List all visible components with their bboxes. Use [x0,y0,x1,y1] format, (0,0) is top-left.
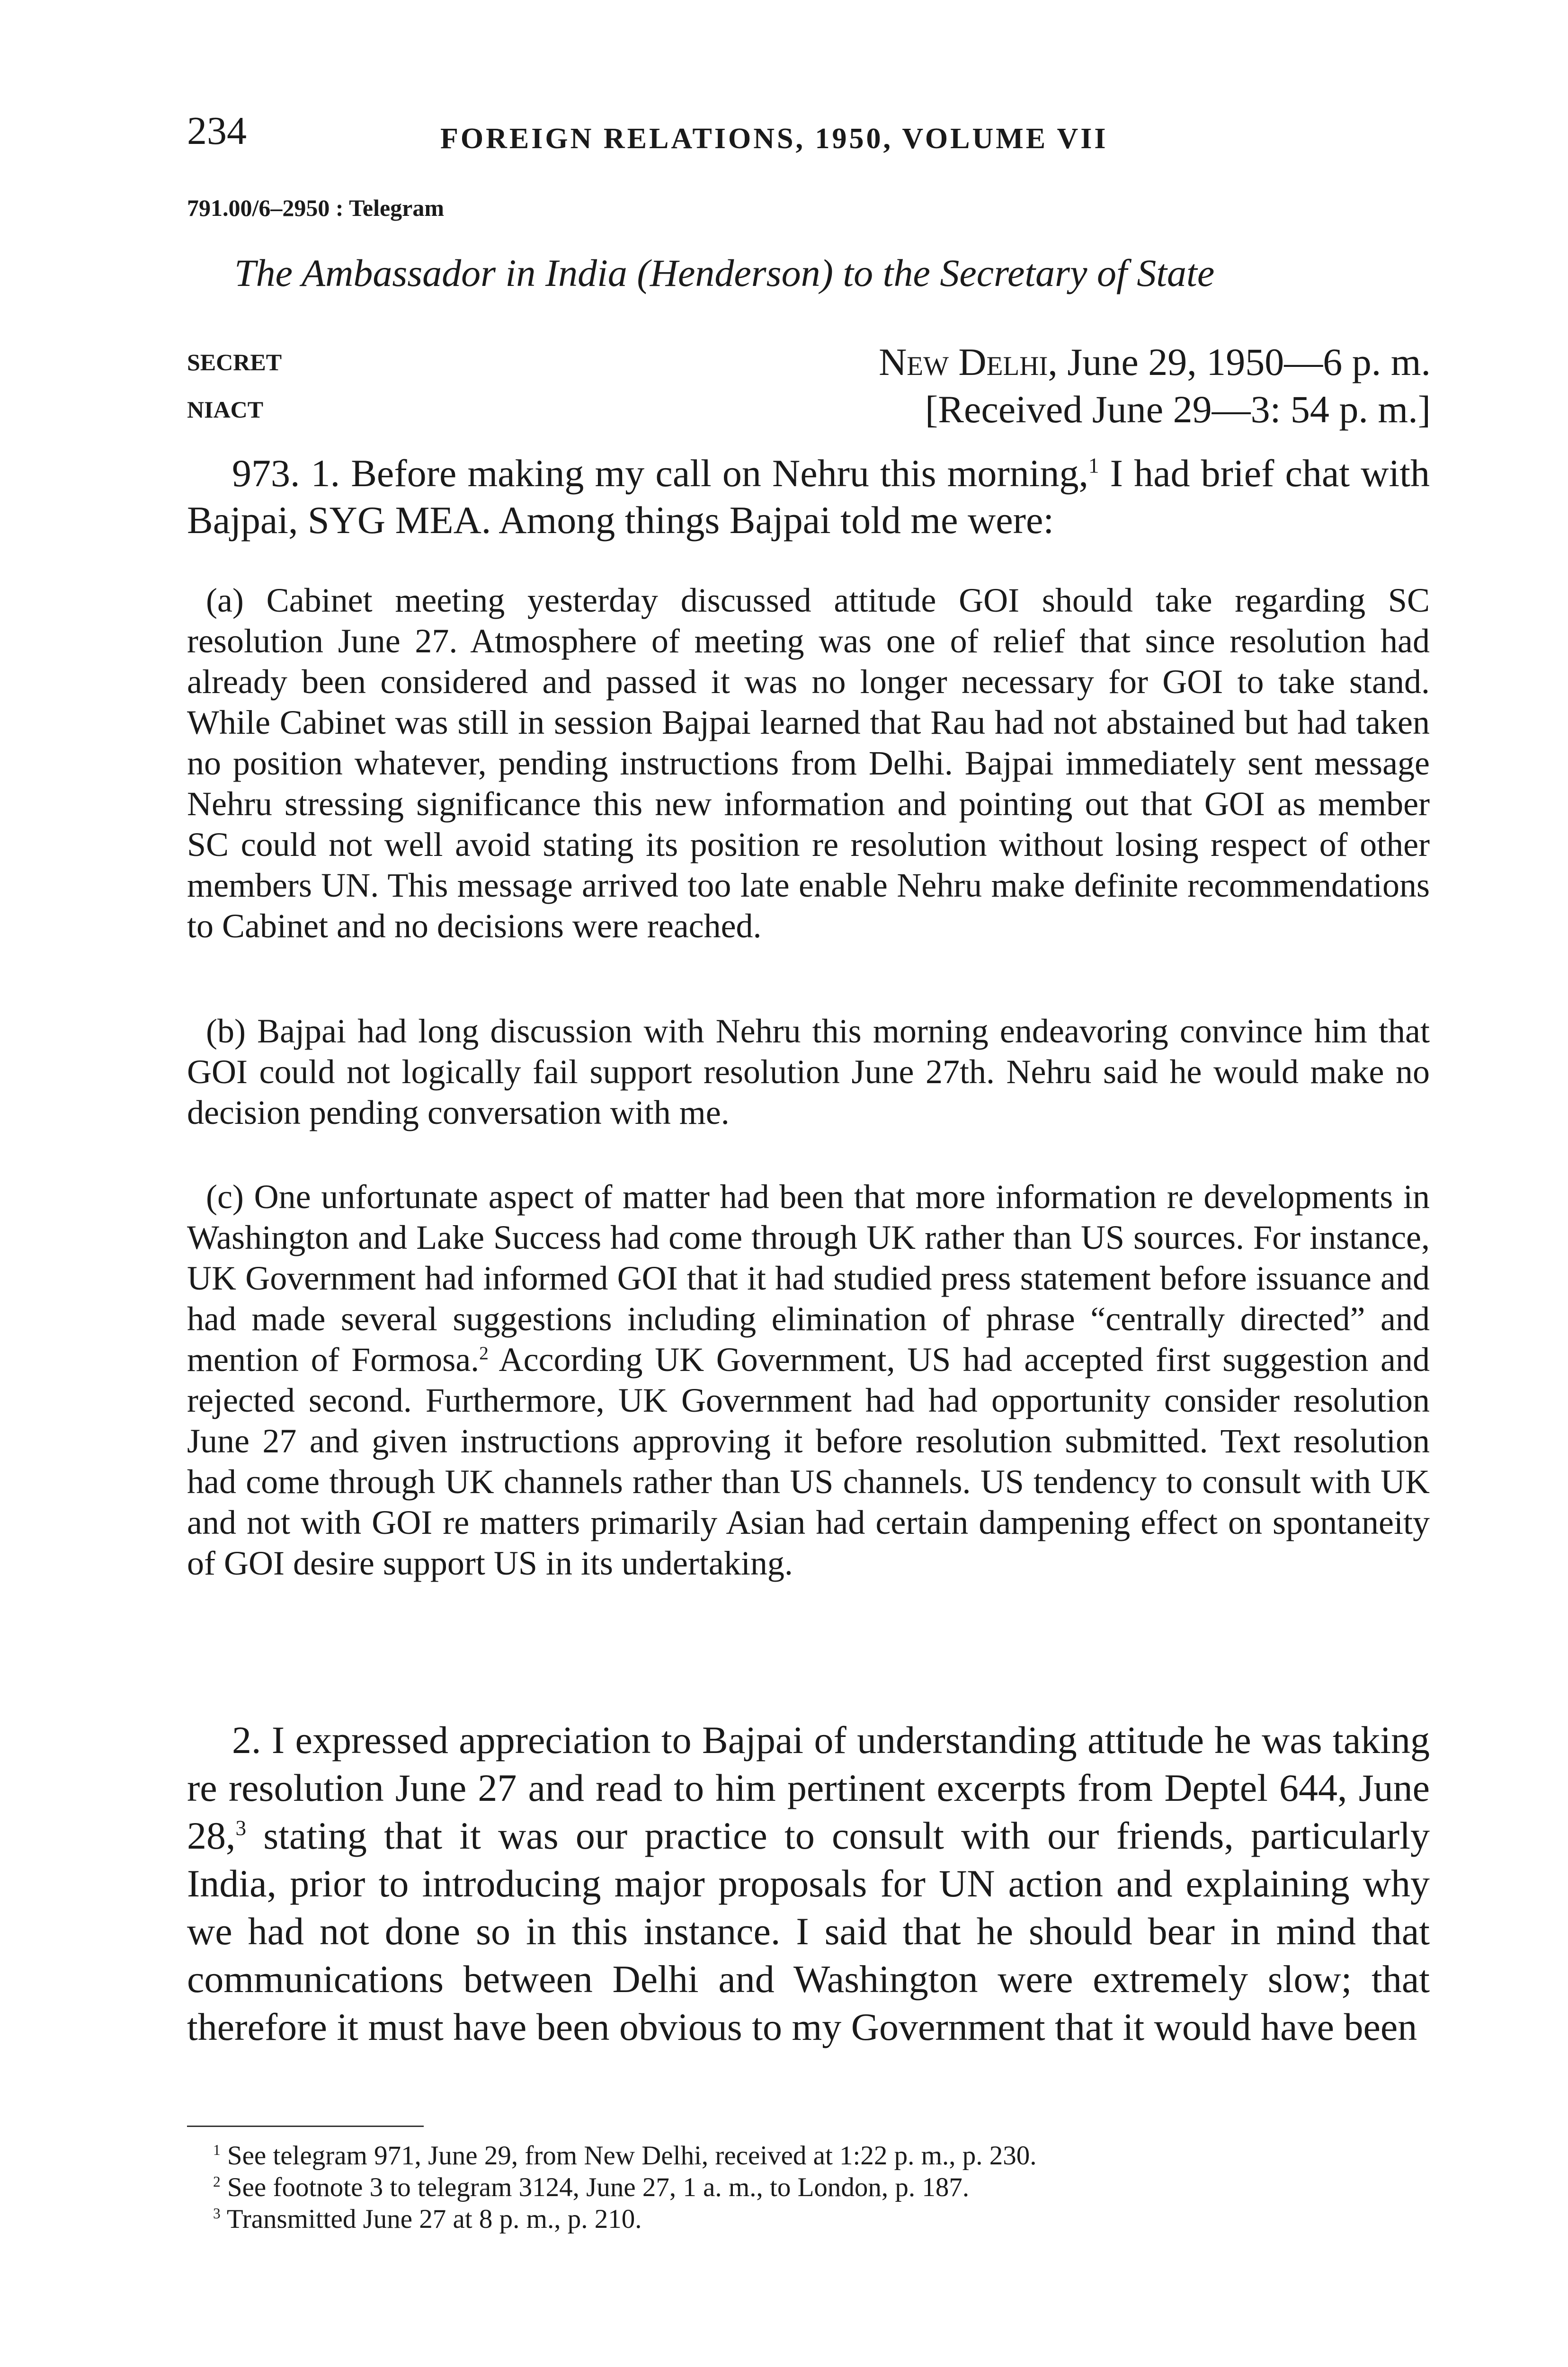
classification: SECRET [187,349,282,375]
footnote-ref-3: 3 [235,1816,247,1840]
footnote-mark: 3 [213,2205,221,2222]
footnote-1 [187,2140,1036,2171]
footnote-text: See telegram 971, June 29, from New Delhi, received at 1:22 p. m., p. 230. [220,2141,1037,2171]
paragraph-2-text-b: stating that it was our practice to consult with our friends, particularly India, prior to introducing major proposals for UN action and explaining why we had not done so in this instance. I said that he should bear in mind that communications between Delhi and Washington were extremely slow; that therefore it must have been obvious to my Government that it would have been [187,1814,1430,2048]
dateline-block [879,338,1431,433]
footnote-text: See footnote 3 to telegram 3124, June 27, 1 a. m., to London, p. 187. [220,2172,970,2202]
subparagraph-b: (b) Bajpai had long discussion with Nehru this morning endeavoring convince him that GOI could not logically fail support resolution June 27th. Nehru said he would make no decision pending conversation with me. [187,1012,1430,1131]
subparagraph-c-text-a: (c) One unfortunate aspect of matter had been that more information re developments in Washington and Lake Success had come through UK rather than US sources. For instance, UK Government had informed GOI that it had studied press statement before issuance and had made several suggestions including elimination of phrase “centrally directed” and mention of Formosa. [187,1178,1430,1379]
subparagraph-c [187,1176,1430,1584]
subparagraph-a: (a) Cabinet meeting yesterday discussed attitude GOI should take regarding SC resolution June 27. Atmosphere of meeting was one of relief that since resolution had already been considered and passed it was no longer necessary for GOI to take stand. While Cabinet was still in session Bajpai learned that Rau had not abstained but had taken no position whatever, pending instructions from Delhi. Bajpai immediately sent message Nehru stressing significance this new information and pointing out that GOI as member SC could not well avoid stating its position re resolution without losing respect of other members UN. This message arrived too late enable Nehru make definite recommendations to Cabinet and no decisions were reached. [187,581,1430,945]
running-title: FOREIGN RELATIONS, 1950, VOLUME VII [440,123,1108,155]
footnote-mark: 2 [213,2173,221,2190]
paragraph-1 [187,450,1430,543]
dateline [879,338,1431,386]
paragraph-2 [187,1716,1430,2051]
dateline-date: , June 29, 1950—6 p. m. [1048,340,1431,383]
received-line: [Received June 29—3: 54 p. m.] [925,388,1431,431]
footnotes [187,2140,1036,2235]
footnote-mark: 1 [213,2142,221,2158]
footnote-3 [187,2203,1036,2235]
classification-block [187,338,282,433]
paragraph-1-text-a: 973. 1. Before making my call on Nehru this morning, [232,452,1089,495]
footnote-2 [187,2171,1036,2203]
file-reference: 791.00/6–2950 : Telegram [187,195,445,221]
dateline-place: New Delhi [879,340,1048,383]
subparagraph-c-text-b: According UK Government, US had accepted first suggestion and rejected second. Furthermore, UK Government had had opportunity consider resolution June 27 and given instructions approving it before resolution submitted. Text resolution had come through UK channels rather than US channels. US tendency to consult with UK and not with GOI re matters primarily Asian had certain dampening effect on spontaneity of GOI desire support US in its undertaking. [187,1341,1430,1582]
document-heading: The Ambassador in India (Henderson) to the Secretary of State [234,251,1215,294]
page-number: 234 [187,109,247,153]
precedence: NIACT [187,396,264,423]
footnote-divider [187,2126,424,2127]
footnote-ref-2: 2 [479,1343,489,1363]
paragraph-2-text-a: 2. I expressed appreciation to Bajpai of understanding attitude he was taking re resolution June 27 and read to him pertinent excerpts from Deptel 644, June 28, [187,1718,1430,1857]
footnote-text: Transmitted June 27 at 8 p. m., p. 210. [220,2204,642,2234]
footnote-ref-1: 1 [1088,454,1099,478]
paragraph-1-text-b: I had brief chat with Bajpai, SYG MEA. Among things Bajpai told me were: [187,452,1430,542]
